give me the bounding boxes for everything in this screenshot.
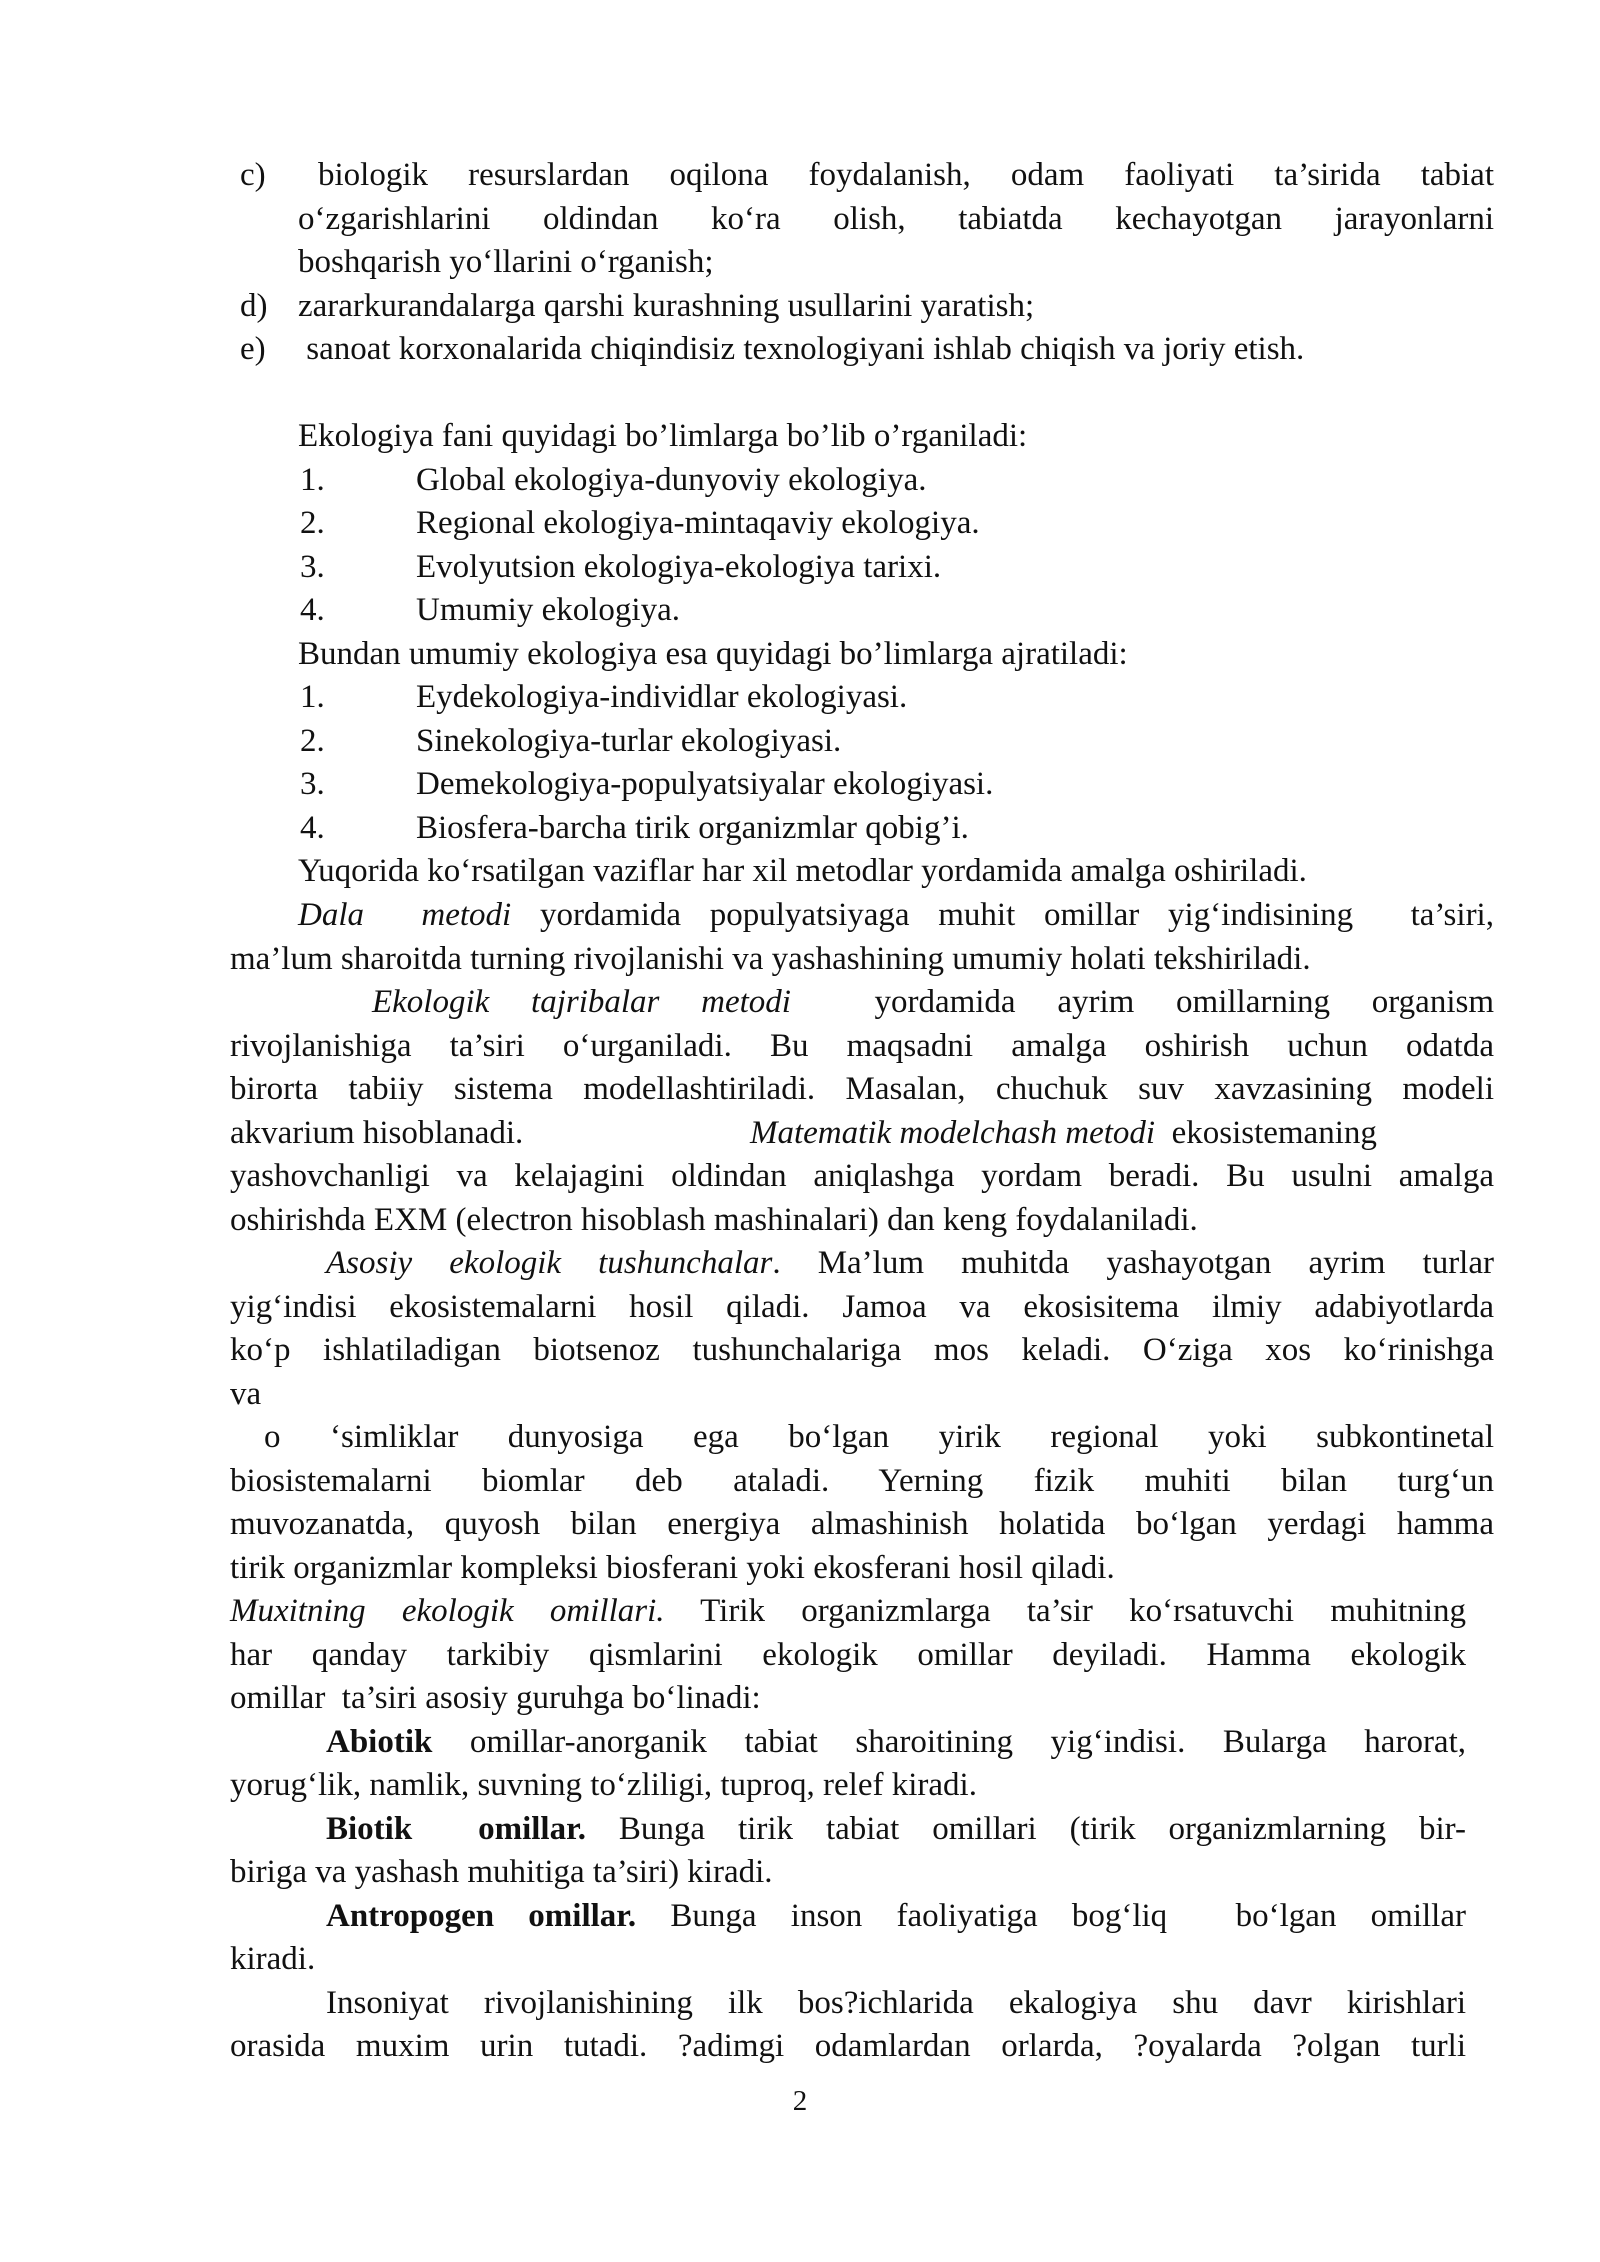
paragraph-line: yorug‘lik, namlik, suvning to‘zliligi, tuproq, relef kiradi. — [230, 1767, 977, 1803]
paragraph-line: birorta tabiiy sistema modellashtiriladi. Masalan, chuchuk suv xavzasining modeli — [230, 1071, 1494, 1107]
paragraph-line: har qanday tarkibiy qismlarini ekologik omillar deyiladi. Hamma ekologik — [230, 1636, 1466, 1673]
list-item-d — [230, 285, 1494, 329]
section-item: 1. Global ekologiya-dunyoviy ekologiya. — [300, 461, 927, 498]
page-number: 2 — [792, 2085, 808, 2117]
paragraph-tajriba: Ekologik tajribalar metodi yordamida ayrim omillarning organism — [372, 984, 1494, 1020]
list-item-c — [230, 154, 1494, 285]
list-marker: e) — [240, 331, 266, 367]
section-item: 3. Evolyutsion ekologiya-ekologiya tarixi. — [300, 548, 942, 585]
paragraph-line: akvarium hisoblanadi. Matematik modelchash metodi ekosistemaning — [230, 1114, 1377, 1151]
paragraph-line: kiradi. — [230, 1941, 316, 1977]
paragraph-asosiy: Asosiy ekologik tushunchalar. Ma’lum muhitda yashayotgan ayrim turlar — [326, 1245, 1494, 1281]
general-intro: Bundan umumiy ekologiya esa quyidagi bo’limlarga ajratiladi: — [298, 635, 1128, 672]
general-item: 1. Eydekologiya-individlar ekologiyasi. — [300, 679, 908, 715]
paragraph-dala: Dala metodi yordamida populyatsiyaga muhit omillar yig‘indisining ta’siri, — [298, 897, 1494, 933]
paragraph-line: oshirishda EXM (electron hisoblash mashinalari) dan keng foydalaniladi. — [230, 1201, 1198, 1238]
general-item: 2. Sinekologiya-turlar ekologiyasi. — [300, 722, 842, 759]
section-item: 4. Umumiy ekologiya. — [300, 592, 680, 628]
list-item-e — [230, 328, 1494, 372]
paragraph-antropogen: Antropogen omillar. Bunga inson faoliyatiga bog‘liq bo‘lgan omillar — [326, 1897, 1466, 1934]
list-text-line: zararkurandalarga qarshi kurashning usullarini yaratish; — [298, 287, 1035, 324]
paragraph-line: yig‘indisi ekosistemalarni hosil qiladi. Jamoa va ekosisitema ilmiy adabiyotlarda — [230, 1288, 1494, 1325]
section-item: 2. Regional ekologiya-mintaqaviy ekologiya. — [300, 505, 980, 541]
main-text — [230, 894, 1494, 1590]
paragraph-line: muvozanatda, quyosh bilan energiya almashinish holatida bo‘lgan yerdagi hamma — [230, 1506, 1494, 1542]
paragraph-line: ko‘p ishlatiladigan biotsenoz tushunchalariga mos keladi. O‘ziga xos ko‘rinishga — [230, 1332, 1494, 1368]
paragraph-line: tirik organizmlar kompleksi biosferani yoki ekosferani hosil qiladi. — [230, 1549, 1115, 1586]
list-text-line: o‘zgarishlarini oldindan ko‘ra olish, tabiatda kechayotgan jarayonlarni — [298, 200, 1494, 237]
list-text-line: sanoat korxonalarida chiqindisiz texnologiyani ishlab chiqish va joriy etish. — [298, 331, 1305, 367]
general-item: 4. Biosfera-barcha tirik organizmlar qobig’i. — [300, 809, 969, 846]
paragraph-line: biriga va yashash muhitiga ta’siri) kiradi. — [230, 1854, 773, 1890]
paragraph-biotik: Biotik omillar. Bunga tirik tabiat omillari (tirik organizmlarning bir- — [326, 1810, 1466, 1847]
list-marker: d) — [240, 287, 268, 324]
paragraph-line: rivojlanishiga ta’siri o‘urganiladi. Bu maqsadni amalga oshirish uchun odatda — [230, 1027, 1494, 1064]
paragraph-muxit: Muxitning ekologik omillari. Tirik organizmlarga ta’sir ko‘rsatuvchi muhitning — [230, 1593, 1466, 1629]
methods-intro: Yuqorida ko‘rsatilgan vaziflar har xil metodlar yordamida amalga oshiriladi. — [298, 853, 1307, 889]
general-item: 3. Demekologiya-populyatsiyalar ekologiyasi. — [300, 766, 994, 802]
paragraph-line: orasida muxim urin tutadi. ?adimgi odamlardan orlarda, ?oyalarda ?olgan turli — [230, 2028, 1466, 2064]
lettered-list — [230, 154, 1494, 372]
list-marker: c) — [240, 157, 266, 193]
paragraph-line: va — [230, 1375, 262, 1412]
paragraph-line: o ‘simliklar dunyosiga ega bo‘lgan yirik regional yoki subkontinetal — [264, 1419, 1494, 1455]
paragraph-line: yashovchanligi va kelajagini oldindan aniqlashga yordam beradi. Bu usulni amalga — [230, 1158, 1494, 1194]
list-text-line: boshqarish yo‘llarini o‘rganish; — [298, 244, 714, 280]
paragraph-abiotik: Abiotik omillar-anorganik tabiat sharoitining yig‘indisi. Bularga harorat, — [326, 1723, 1466, 1760]
paragraph-insoniyat: Insoniyat rivojlanishining ilk bos?ichlarida ekalogiya shu davr kirishlari — [326, 1984, 1466, 2021]
ecology-sections — [230, 415, 1494, 894]
paragraph-line: omillar ta’siri asosiy guruhga bo‘linadi: — [230, 1680, 761, 1716]
list-text-line: biologik resurslardan oqilona foydalanish, odam faoliyati ta’sirida tabiat — [318, 157, 1494, 193]
factors-text — [230, 1590, 1466, 2069]
paragraph-line: ma’lum sharoitda turning rivojlanishi va yashashining umumiy holati tekshiriladi. — [230, 940, 1311, 977]
paragraph-line: biosistemalarni biomlar deb ataladi. Yerning fizik muhiti bilan turg‘un — [230, 1462, 1494, 1499]
sections-intro: Ekologiya fani quyidagi bo’limlarga bo’lib o’rganiladi: — [298, 418, 1028, 454]
